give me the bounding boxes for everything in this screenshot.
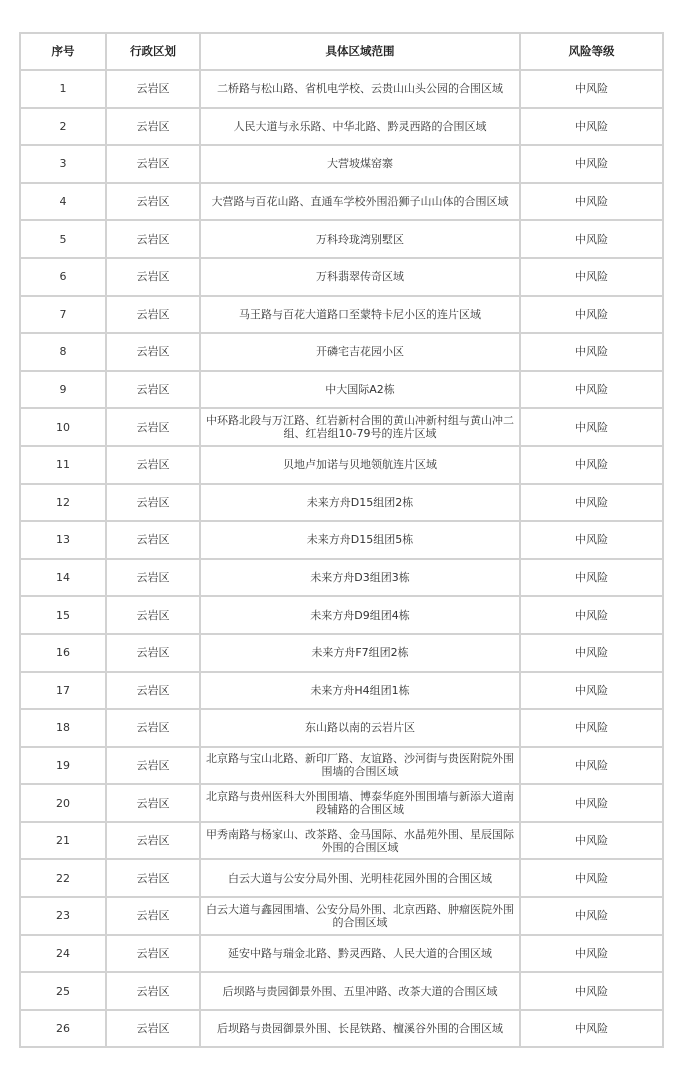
row-index: 21 (20, 822, 106, 860)
header-index: 序号 (20, 33, 106, 70)
table-row (20, 559, 663, 597)
row-index: 2 (20, 108, 106, 146)
row-risk-level: 中风险 (520, 446, 663, 484)
row-district: 云岩区 (106, 1010, 200, 1048)
row-risk-level: 中风险 (520, 709, 663, 747)
row-district: 云岩区 (106, 258, 200, 296)
row-area-scope: 二桥路与松山路、省机电学校、云贵山山头公园的合围区域 (200, 70, 520, 108)
row-index: 19 (20, 747, 106, 785)
row-district: 云岩区 (106, 145, 200, 183)
row-risk-level: 中风险 (520, 220, 663, 258)
row-index: 22 (20, 859, 106, 897)
row-index: 13 (20, 521, 106, 559)
table-body (20, 70, 663, 1047)
row-area-scope: 未来方舟H4组团1栋 (200, 672, 520, 710)
table-row (20, 784, 663, 822)
row-area-scope: 人民大道与永乐路、中华北路、黔灵西路的合围区域 (200, 108, 520, 146)
table-row (20, 145, 663, 183)
table-row (20, 709, 663, 747)
row-risk-level: 中风险 (520, 484, 663, 522)
table-row (20, 408, 663, 446)
header-risk-level: 风险等级 (520, 33, 663, 70)
row-risk-level: 中风险 (520, 258, 663, 296)
table-row (20, 258, 663, 296)
row-risk-level: 中风险 (520, 972, 663, 1010)
row-area-scope: 后坝路与贵园御景外围、长昆铁路、檀溪谷外围的合围区域 (200, 1010, 520, 1048)
header-district: 行政区划 (106, 33, 200, 70)
table-row (20, 484, 663, 522)
row-district: 云岩区 (106, 747, 200, 785)
header-area-scope: 具体区域范围 (200, 33, 520, 70)
row-risk-level: 中风险 (520, 747, 663, 785)
row-area-scope: 白云大道与鑫园围墙、公安分局外围、北京西路、肿瘤医院外围的合围区域 (200, 897, 520, 935)
row-risk-level: 中风险 (520, 559, 663, 597)
row-area-scope: 未来方舟D15组团2栋 (200, 484, 520, 522)
row-risk-level: 中风险 (520, 408, 663, 446)
row-risk-level: 中风险 (520, 296, 663, 334)
row-area-scope: 未来方舟D9组团4栋 (200, 596, 520, 634)
row-risk-level: 中风险 (520, 784, 663, 822)
table-row (20, 1010, 663, 1048)
row-risk-level: 中风险 (520, 897, 663, 935)
row-index: 16 (20, 634, 106, 672)
row-index: 18 (20, 709, 106, 747)
row-risk-level: 中风险 (520, 145, 663, 183)
table-row (20, 70, 663, 108)
table-row (20, 220, 663, 258)
row-risk-level: 中风险 (520, 935, 663, 973)
table-row (20, 634, 663, 672)
table-row (20, 672, 663, 710)
row-index: 24 (20, 935, 106, 973)
row-district: 云岩区 (106, 408, 200, 446)
row-district: 云岩区 (106, 521, 200, 559)
row-risk-level: 中风险 (520, 822, 663, 860)
row-area-scope: 白云大道与公安分局外围、光明桂花园外围的合围区域 (200, 859, 520, 897)
row-risk-level: 中风险 (520, 108, 663, 146)
table-row (20, 446, 663, 484)
row-index: 6 (20, 258, 106, 296)
table-row (20, 935, 663, 973)
row-area-scope: 甲秀南路与杨家山、改茶路、金马国际、水晶苑外围、星辰国际外围的合围区域 (200, 822, 520, 860)
row-risk-level: 中风险 (520, 521, 663, 559)
row-district: 云岩区 (106, 822, 200, 860)
row-area-scope: 北京路与贵州医科大外围围墙、博泰华庭外围围墙与新添大道南段辅路的合围区域 (200, 784, 520, 822)
row-district: 云岩区 (106, 296, 200, 334)
row-district: 云岩区 (106, 784, 200, 822)
row-district: 云岩区 (106, 859, 200, 897)
row-risk-level: 中风险 (520, 70, 663, 108)
row-area-scope: 贝地卢加诺与贝地领航连片区域 (200, 446, 520, 484)
row-area-scope: 未来方舟D15组团5栋 (200, 521, 520, 559)
row-index: 3 (20, 145, 106, 183)
row-risk-level: 中风险 (520, 183, 663, 221)
table-row (20, 596, 663, 634)
table-header-row (20, 33, 663, 70)
row-district: 云岩区 (106, 596, 200, 634)
row-district: 云岩区 (106, 333, 200, 371)
row-index: 7 (20, 296, 106, 334)
row-index: 23 (20, 897, 106, 935)
row-district: 云岩区 (106, 446, 200, 484)
table-row (20, 972, 663, 1010)
row-area-scope: 东山路以南的云岩片区 (200, 709, 520, 747)
row-risk-level: 中风险 (520, 634, 663, 672)
row-area-scope: 后坝路与贵园御景外围、五里冲路、改茶大道的合围区域 (200, 972, 520, 1010)
row-district: 云岩区 (106, 183, 200, 221)
table-row (20, 521, 663, 559)
row-area-scope: 中环路北段与万江路、红岩新村合围的黄山冲新村组与黄山冲二组、红岩组10-79号的连片区域 (200, 408, 520, 446)
table-row (20, 747, 663, 785)
table-row (20, 859, 663, 897)
row-index: 5 (20, 220, 106, 258)
row-area-scope: 延安中路与瑞金北路、黔灵西路、人民大道的合围区域 (200, 935, 520, 973)
row-index: 25 (20, 972, 106, 1010)
table-row (20, 897, 663, 935)
row-index: 17 (20, 672, 106, 710)
row-index: 14 (20, 559, 106, 597)
row-risk-level: 中风险 (520, 1010, 663, 1048)
row-index: 11 (20, 446, 106, 484)
row-area-scope: 大营坡煤窑寨 (200, 145, 520, 183)
row-district: 云岩区 (106, 672, 200, 710)
row-risk-level: 中风险 (520, 596, 663, 634)
row-area-scope: 马王路与百花大道路口至蒙特卡尼小区的连片区域 (200, 296, 520, 334)
row-area-scope: 万科翡翠传奇区域 (200, 258, 520, 296)
row-district: 云岩区 (106, 371, 200, 409)
table-row (20, 108, 663, 146)
row-area-scope: 未来方舟D3组团3栋 (200, 559, 520, 597)
risk-area-table (19, 32, 664, 1048)
table-row (20, 371, 663, 409)
row-area-scope: 大营路与百花山路、直通车学校外围沿狮子山山体的合围区域 (200, 183, 520, 221)
row-area-scope: 未来方舟F7组团2栋 (200, 634, 520, 672)
row-index: 1 (20, 70, 106, 108)
row-index: 9 (20, 371, 106, 409)
row-district: 云岩区 (106, 108, 200, 146)
row-index: 10 (20, 408, 106, 446)
row-district: 云岩区 (106, 559, 200, 597)
row-district: 云岩区 (106, 220, 200, 258)
row-index: 15 (20, 596, 106, 634)
row-district: 云岩区 (106, 634, 200, 672)
table-row (20, 296, 663, 334)
row-index: 26 (20, 1010, 106, 1048)
row-district: 云岩区 (106, 897, 200, 935)
row-area-scope: 中大国际A2栋 (200, 371, 520, 409)
row-index: 4 (20, 183, 106, 221)
row-index: 12 (20, 484, 106, 522)
row-risk-level: 中风险 (520, 672, 663, 710)
row-area-scope: 开磷宅吉花园小区 (200, 333, 520, 371)
row-area-scope: 万科玲珑湾别墅区 (200, 220, 520, 258)
row-district: 云岩区 (106, 70, 200, 108)
row-district: 云岩区 (106, 709, 200, 747)
row-district: 云岩区 (106, 972, 200, 1010)
table-row (20, 333, 663, 371)
row-index: 8 (20, 333, 106, 371)
row-risk-level: 中风险 (520, 371, 663, 409)
table-row (20, 822, 663, 860)
row-risk-level: 中风险 (520, 859, 663, 897)
table-row (20, 183, 663, 221)
row-district: 云岩区 (106, 935, 200, 973)
row-area-scope: 北京路与宝山北路、新印厂路、友谊路、沙河街与贵医附院外围围墙的合围区域 (200, 747, 520, 785)
row-district: 云岩区 (106, 484, 200, 522)
row-index: 20 (20, 784, 106, 822)
row-risk-level: 中风险 (520, 333, 663, 371)
